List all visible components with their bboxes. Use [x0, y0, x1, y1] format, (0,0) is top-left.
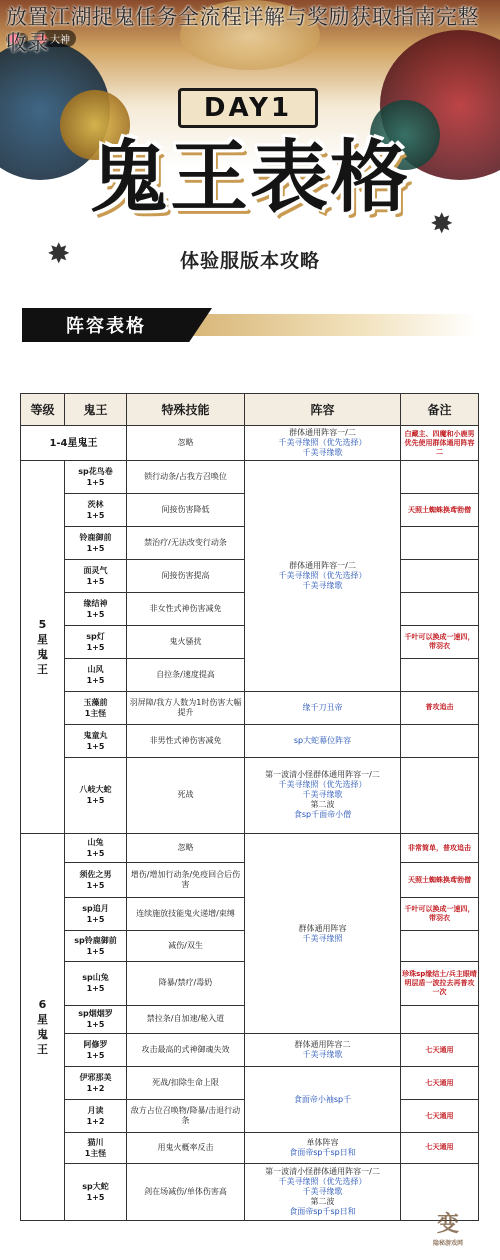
table-row	[21, 834, 479, 863]
note-cell: 白藏主、四魔和小鹿男优先使用群体通用阵容二	[401, 426, 479, 461]
note-cell: 天照土蜘蛛换鸢勃僧	[401, 494, 479, 527]
team-cell	[245, 1163, 401, 1220]
ghost-king-cell: 阿修罗 1+5	[65, 1034, 127, 1067]
team-line: 千美寻缘照（优先选择）	[278, 438, 367, 448]
team-line: 群体通用阵容一/二	[289, 560, 356, 570]
team-line: 食面帝sp千sp日和	[289, 1147, 356, 1157]
ghost-king-cell: 玉藻前 1主怪	[65, 691, 127, 724]
skill-cell: 羽屏障/我方人数为1时伤害大幅提升	[127, 691, 245, 724]
team-line: 单体阵容	[306, 1137, 339, 1147]
star-icon: ✸	[47, 237, 71, 270]
team-line: 食面帝sp千sp日和	[289, 1206, 356, 1216]
table-header-row	[21, 394, 479, 426]
header-ghost: 鬼王	[65, 394, 127, 426]
ghost-king-cell: sp山兔 1+5	[65, 961, 127, 1005]
note-cell: 七天通用	[401, 1100, 479, 1133]
ghost-king-cell: sp铃鹿御前 1+5	[65, 931, 127, 962]
skill-cell: 间接伤害提高	[127, 559, 245, 592]
team-line: 第二波	[310, 800, 335, 810]
banner-subtitle: 体验服版本攻略	[179, 250, 320, 272]
team-line: 千美寻缘歌	[302, 790, 343, 800]
skill-cell: 鬼火骚扰	[127, 625, 245, 658]
note-cell: 天照土蜘蛛换鸢勃僧	[401, 862, 479, 897]
header-grade: 等级	[21, 394, 65, 426]
note-cell	[401, 658, 479, 691]
ghost-king-cell: 八岐大蛇 1+5	[65, 757, 127, 834]
team-line: 千美寻缘照（优先选择）	[278, 1176, 367, 1186]
team-line: 第二波	[310, 1196, 335, 1206]
grade-1-4-cell: 1-4星鬼王	[21, 426, 127, 461]
skill-cell: 减伤/双生	[127, 931, 245, 962]
ghost-king-cell: sp花鸟卷 1+5	[65, 461, 127, 494]
section-header	[22, 308, 478, 342]
skill-cell: 间接伤害降低	[127, 494, 245, 527]
skill-cell: 禁拉条/自加速/秘入道	[127, 1005, 245, 1034]
skill-cell: 降暴/禁疗/毒奶	[127, 961, 245, 1005]
skill-cell: 禁治疗/无法改变行动条	[127, 527, 245, 560]
ghost-king-cell: 猫川 1主怪	[65, 1133, 127, 1164]
table-row	[21, 461, 479, 494]
note-cell	[401, 931, 479, 962]
team-line: 群体通用阵容二	[294, 1040, 351, 1050]
header-team: 阵容	[245, 394, 401, 426]
skill-cell: 增伤/增加行动条/免疫回合后伤害	[127, 862, 245, 897]
note-cell	[401, 527, 479, 560]
ghost-king-cell: 茨林 1+5	[65, 494, 127, 527]
skill-cell: 攻击最高的式神御魂失效	[127, 1034, 245, 1067]
ghost-king-cell: 山风 1+5	[65, 658, 127, 691]
ghost-king-cell: 鬼童丸 1+5	[65, 724, 127, 757]
team-line: 千美寻缘照（优先选择）	[278, 780, 367, 790]
section-header-stripe	[182, 314, 478, 336]
note-cell	[401, 461, 479, 494]
note-cell	[401, 559, 479, 592]
header-skill: 特殊技能	[127, 394, 245, 426]
ghost-king-cell: 须佐之男 1+5	[65, 862, 127, 897]
skill-cell: 忽略	[127, 426, 245, 461]
table-row	[21, 691, 479, 724]
note-cell: 千叶可以换成一速四，带羽衣	[401, 898, 479, 931]
team-line: 群体通用阵容一/二	[289, 428, 356, 438]
team-line: 群体通用阵容	[298, 923, 347, 933]
table-row	[21, 1034, 479, 1067]
team-cell	[245, 757, 401, 834]
day-plate: DAY1	[178, 88, 318, 128]
note-cell: 七天通用	[401, 1034, 479, 1067]
ghost-king-cell: 面灵气 1+5	[65, 559, 127, 592]
star-icon: ✸	[430, 207, 454, 240]
team-cell: sp大蛇幕位阵容	[245, 724, 401, 757]
app-badge-2: 大神	[34, 30, 76, 47]
team-line: 千美寻缘歌	[302, 1186, 343, 1196]
team-line: 食sp千面帝小僧	[293, 810, 352, 820]
header-note: 备注	[401, 394, 479, 426]
skill-cell: 剑在场减伤/单体伤害高	[127, 1163, 245, 1220]
team-cell: 缘千刀丑帝	[245, 691, 401, 724]
note-cell: 千叶可以换成一速四，带羽衣	[401, 625, 479, 658]
table-row	[21, 426, 479, 461]
grade-cell: 6 星 鬼 王	[21, 834, 65, 1221]
ghost-king-cell: sp大蛇 1+5	[65, 1163, 127, 1220]
team-cell	[245, 1133, 401, 1164]
ghost-king-cell: 山兔 1+5	[65, 834, 127, 863]
note-cell	[401, 592, 479, 625]
overlay-title: 放置江湖捉鬼任务全流程详解与奖励获取指南完整收录	[6, 5, 479, 55]
team-cell: 食面帝小袖sp千	[245, 1067, 401, 1133]
team-cell	[245, 834, 401, 1034]
team-line: 千美寻缘照（优先选择）	[278, 570, 367, 580]
team-line: 千美寻缘歌	[302, 448, 343, 458]
grade-cell: 5 星 鬼 王	[21, 461, 65, 834]
team-line: 千美寻缘歌	[302, 1050, 343, 1060]
team-cell	[245, 426, 401, 461]
skill-cell: 死战	[127, 757, 245, 834]
ghost-king-cell: sp灯 1+5	[65, 625, 127, 658]
ghost-king-cell: sp追月 1+5	[65, 898, 127, 931]
table-row	[21, 1163, 479, 1220]
ghost-king-cell: 月读 1+2	[65, 1100, 127, 1133]
skill-cell: 自拉条/速度提高	[127, 658, 245, 691]
team-line: 第一波清小怪群体通用阵容一/二	[265, 1166, 380, 1176]
skill-cell: 连续施放技能鬼火递增/束缚	[127, 898, 245, 931]
team-cell	[245, 461, 401, 692]
note-cell: 普攻追击	[401, 691, 479, 724]
note-cell: 七天通用	[401, 1067, 479, 1100]
table-row	[21, 724, 479, 757]
ghost-king-cell: sp烟烟罗 1+5	[65, 1005, 127, 1034]
ghost-king-cell: 铃鹿御前 1+5	[65, 527, 127, 560]
ghost-king-cell: 缘结神 1+5	[65, 592, 127, 625]
note-cell: 非常简单，普攻追击	[401, 834, 479, 863]
banner-title: 鬼王表格	[89, 133, 410, 223]
note-cell	[401, 724, 479, 757]
note-cell	[401, 1005, 479, 1034]
team-cell	[245, 1034, 401, 1067]
team-line: 第一波清小怪群体通用阵容一/二	[265, 770, 380, 780]
skill-cell: 锁行动条/占我方召唤位	[127, 461, 245, 494]
skill-cell: 非男性式神伤害减免	[127, 724, 245, 757]
ghost-king-cell: 伊邪那美 1+2	[65, 1067, 127, 1100]
team-line: 千美寻缘歌	[302, 580, 343, 590]
skill-cell: 用鬼火概率反击	[127, 1133, 245, 1164]
note-cell: 珍珠sp缘结土/兵主眼晴明层盾一波拉去再普攻一次	[401, 961, 479, 1005]
note-cell	[401, 757, 479, 834]
skill-cell: 忽略	[127, 834, 245, 863]
skill-cell: 死战/扣除生命上限	[127, 1067, 245, 1100]
skill-cell: 敌方占位召唤物/降暴/击退行动条	[127, 1100, 245, 1133]
team-line: 千美寻缘照	[302, 933, 343, 943]
table-row	[21, 1133, 479, 1164]
table-row	[21, 757, 479, 834]
skill-cell: 非女性式神伤害减免	[127, 592, 245, 625]
section-header-label: 阵容表格	[66, 316, 146, 337]
lineup-table	[20, 393, 478, 1221]
table-row	[21, 1067, 479, 1100]
watermark-seal: 变 隐秘游戏网	[432, 1212, 463, 1247]
note-cell: 七天通用	[401, 1133, 479, 1164]
